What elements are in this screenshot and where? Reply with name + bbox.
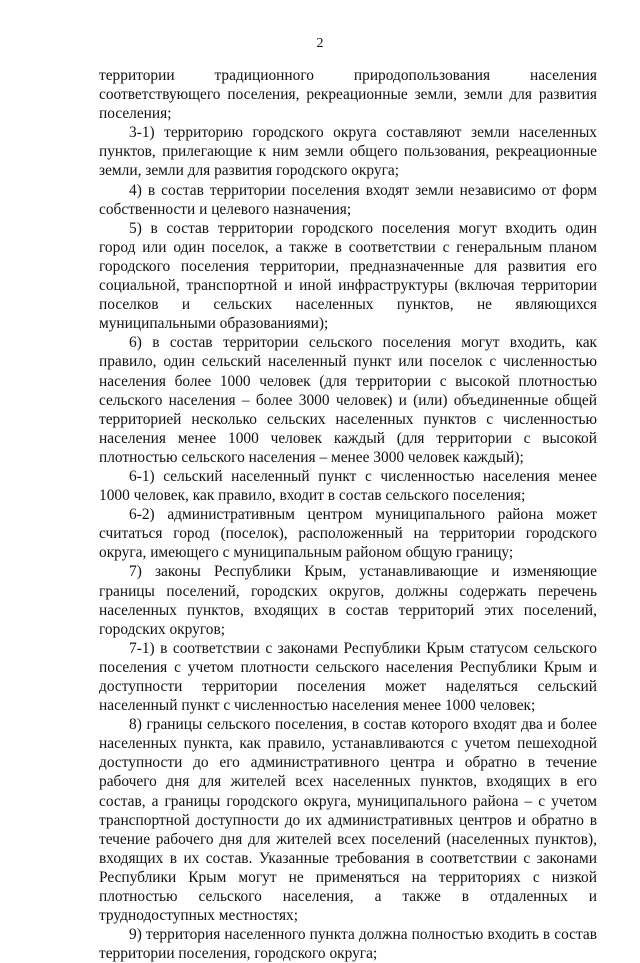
paragraph-6: 6) в состав территории сельского поселения могут входить, как правило, один сельский населенный пункт или поселок с численностью населения более 1000 человек (для территории с высокой плотностью сельского населения – более 3000 человек) и (или) объединенные общей территорией несколько сельских населенных пунктов с численностью населения менее 1000 человек каждый (для территории с высокой плотностью сельского населения – менее 3000 человек каждый); xyxy=(99,334,597,466)
paragraph-7-1: 7-1) в соответствии с законами Республики Крым статусом сельского поселения с учетом плотности сельского населения Республики Крым и доступности территории поселения может наделяться сельский населенный пункт с численностью населения менее 1000 человек; xyxy=(99,639,597,715)
paragraph-8: 8) границы сельского поселения, в состав которого входят два и более населенных пункта, как правило, устанавливаются с учетом пешеходной доступности до его административного центра и обратно в течение рабочего дня для жителей всех населенных пунктов, входящих в его состав, а границы городского округа, муниципального района – с учетом транспортной доступности до их административных центров и обратно в течение рабочего дня для жителей всех поселений (населенных пунктов), входящих в их состав. Указанные требования в соответствии с законами Республики Крым могут не применяться на территориях с низкой плотностью сельского населения, а также в отдаленных и труднодоступных местностях; xyxy=(99,716,597,925)
paragraph-9: 9) территория населенного пункта должна полностью входить в состав территории поселения, городского округа; xyxy=(99,926,597,963)
page-number: 2 xyxy=(316,36,324,51)
paragraph-6-2: 6-2) административным центром муниципального района может считаться город (поселок), расположенный на территории городского округа, имеющего с муниципальным районом общую границу; xyxy=(99,506,597,562)
paragraph-6-1: 6-1) сельский населенный пункт с численностью населения менее 1000 человек, как правило, входит в состав сельского поселения; xyxy=(99,467,597,505)
paragraph-7: 7) законы Республики Крым, устанавливающие и изменяющие границы поселений, городских округов, должны содержать перечень населенных пунктов, входящих в состав территорий этих поселений, городских округов; xyxy=(99,563,597,638)
paragraph-4: 4) в состав территории поселения входят земли независимо от форм собственности и целевого назначения; xyxy=(99,181,597,218)
paragraph-5: 5) в состав территории городского поселения могут входить один город или один поселок, а также в соответствии с генеральным планом городского поселения территории, предназначенные для развития его социальной, транспортной и иной инфраструктуры (включая территории поселков и сельских населенных пунктов, не являющихся муниципальными образованиями); xyxy=(99,219,597,333)
paragraph-3-1: 3-1) территорию городского округа составляют земли населенных пунктов, прилегающие к ним земли общего пользования, рекреационные земли, земли для развития городского округа; xyxy=(99,124,597,180)
document-body xyxy=(99,66,597,963)
paragraph-continuation: территории традиционного природопользования населения соответствующего поселения, рекреационные земли, земли для развития поселения; xyxy=(99,67,597,123)
